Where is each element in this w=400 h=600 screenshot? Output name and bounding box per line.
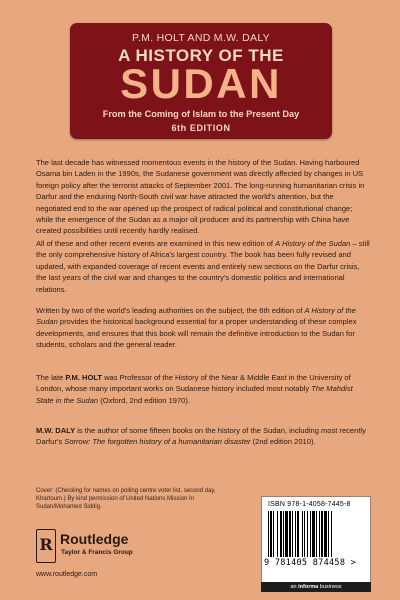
paragraph-text: – still the only comprehensive history of Africa's largest country. The book has been fully revised and updated, with expanded coverage of recent events and entirely new sections on the Darfur crisis, the last years of the civil war and changes to the country's domestic politics and international relations. (36, 239, 370, 294)
title-banner (70, 23, 332, 139)
blurb-paragraph-2 (36, 238, 370, 295)
informa-suffix: business (318, 584, 342, 590)
title-main: SUDAN (120, 60, 282, 107)
paragraph-text: The late (36, 373, 66, 382)
barcode-icon (268, 511, 364, 557)
authors: P.M. HOLT AND M.W. DALY (132, 32, 270, 44)
title-top-line: A HISTORY OF THE (118, 46, 284, 65)
paragraph-text: All of these and other recent events are examined in this new edition of (36, 239, 276, 248)
isbn-text: ISBN 978-1-4058-7445-8 (268, 501, 351, 508)
book-title: A History of the Sudan (275, 239, 351, 248)
informa-brand: informa (298, 584, 319, 590)
author-name: P.M. HOLT (65, 373, 102, 382)
barcode-box (261, 496, 371, 583)
paragraph-text: was Professor of the History of the Near & Middle East in the University of London, whose many important works on Sudanese history included most notably (36, 373, 351, 394)
paragraph-text: is the author of some fifteen books on the history of the Sudan, including most recently Darfur's (36, 426, 366, 447)
book-title: The Mahdist State in the Sudan (36, 384, 353, 405)
author-bio-holt (36, 372, 370, 406)
paragraph-text: The last decade has witnessed momentous events in the history of the Sudan. Having harboured Osama bin Laden in the 1990s, the Sudanese government was directly affected by changes in US foreign policy after the terrorist attacks of September 2001. The long-running humanitarian crisis in Darfur and the enduring North-South civil war have attracted the world's attention, but the negotiated end to the war opened up the prospect of radical political and constitutional change; while the emergence of the Sudan as a major oil producer and its partnership with China have created possibilities until recently hardly realised. (36, 158, 365, 236)
publisher-url: www.routledge.com (36, 571, 98, 578)
blurb-paragraph-3 (36, 305, 370, 351)
blurb-paragraph-1 (36, 157, 370, 237)
book-title: Sorrow: The forgotten history of a humanitarian disaster (64, 437, 251, 447)
routledge-logo-icon: R (36, 529, 56, 563)
subtitle: From the Coming of Islam to the Present Day (102, 109, 300, 119)
paragraph-text: Written by two of the world's leading authorities on the subject, the 6th edition of (36, 306, 305, 315)
publisher-name: Routledge (60, 531, 129, 547)
author-bio-daly (36, 425, 370, 448)
book-title: A History of the Sudan (36, 306, 356, 327)
edition: 6th EDITION (171, 123, 231, 133)
publisher-block (36, 527, 216, 577)
informa-bar (261, 582, 371, 592)
cover-credit: Cover: (Checking for names on polling centre voter list, second day, Khartoum.) By kind permission of United Nations Mission In Sudan/Mohamed Siddig. (36, 488, 216, 510)
barcode-digits: 9 781405 874458 > (264, 558, 357, 568)
paragraph-text: (Oxford, 2nd edition 1970). (98, 395, 190, 405)
publisher-group: Taylor & Francis Group (61, 549, 133, 556)
paragraph-text: (2nd edition 2010). (250, 437, 316, 447)
paragraph-text: provides the historical background essential for a proper understanding of these complex developments, and ensures that this book will remain the definitive introduction to the Sudan for students, scholars and the general reader. (36, 317, 357, 350)
author-name: M.W. DALY (36, 426, 76, 435)
informa-prefix: an (290, 584, 299, 590)
